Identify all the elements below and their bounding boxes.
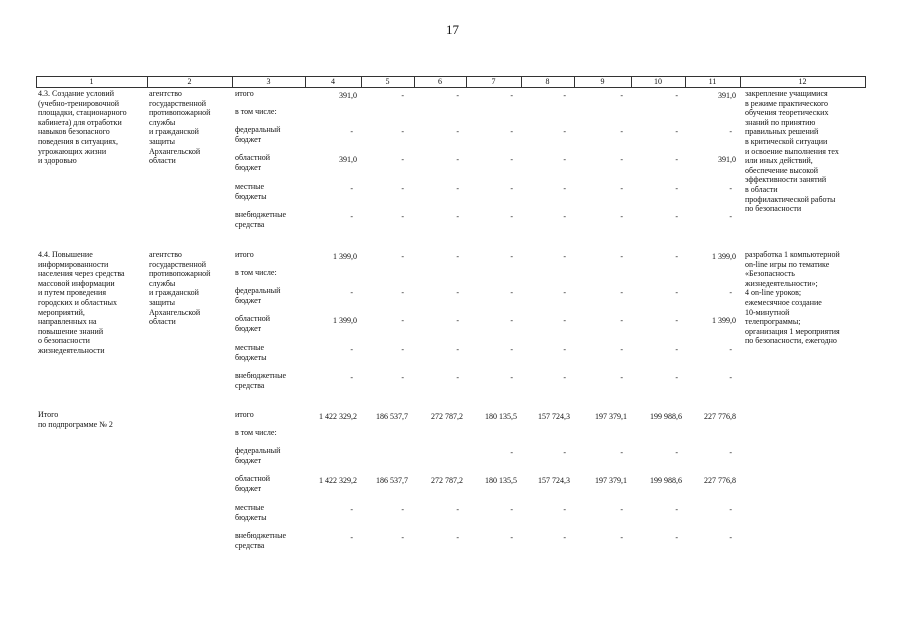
amount-cell: - — [401, 505, 404, 514]
amount-cell: - — [456, 212, 459, 221]
amount-cell: 197 379,1 — [595, 476, 627, 485]
amount-cell: - — [350, 212, 353, 221]
amount-cell: 1 399,0 — [333, 316, 357, 325]
amount-cell: - — [456, 184, 459, 193]
amount-cell: - — [456, 373, 459, 382]
funding-source-label: местные бюджеты — [235, 503, 267, 522]
funding-source-label: местные бюджеты — [235, 343, 267, 362]
amount-cell: - — [729, 373, 732, 382]
column-number: 5 — [385, 77, 390, 86]
amount-cell: - — [350, 345, 353, 354]
amount-cell: 1 422 329,2 — [319, 476, 357, 485]
amount-cell: - — [350, 505, 353, 514]
funding-source-label: итого — [235, 250, 254, 259]
amount-cell: - — [675, 448, 678, 457]
amount-cell: - — [510, 373, 513, 382]
amount-cell: - — [675, 91, 678, 100]
amount-cell: - — [350, 533, 353, 542]
funding-source-label: внебюджетные средства — [235, 371, 286, 390]
funding-source-label: в том числе: — [235, 268, 277, 277]
amount-cell: - — [620, 91, 623, 100]
amount-cell: - — [563, 252, 566, 261]
section-executor: агентство государственной противопожарной службы и гражданской защиты Архангельской области — [149, 250, 211, 327]
amount-cell: - — [729, 127, 732, 136]
amount-cell: - — [563, 91, 566, 100]
amount-cell: - — [563, 505, 566, 514]
section-name: 4.4. Повышение информированности населения через средства массовой информации и путем проведения городских и областных мероприятий, направленных на повышение знаний о безопасности жизнедеятельности — [38, 250, 125, 355]
amount-cell: - — [510, 505, 513, 514]
amount-cell: - — [729, 184, 732, 193]
amount-cell: - — [401, 91, 404, 100]
amount-cell: 1 399,0 — [333, 252, 357, 261]
amount-cell: - — [401, 373, 404, 382]
funding-source-label: итого — [235, 89, 254, 98]
amount-cell: - — [401, 127, 404, 136]
amount-cell: - — [401, 288, 404, 297]
funding-source-label: внебюджетные средства — [235, 531, 286, 550]
amount-cell: - — [401, 345, 404, 354]
amount-cell: - — [510, 345, 513, 354]
amount-cell: - — [510, 155, 513, 164]
amount-cell: - — [563, 316, 566, 325]
amount-cell: - — [675, 212, 678, 221]
amount-cell: - — [350, 373, 353, 382]
amount-cell: - — [456, 252, 459, 261]
amount-cell: 391,0 — [718, 91, 736, 100]
page-number: 17 — [446, 22, 459, 37]
amount-cell: - — [675, 345, 678, 354]
column-number: 2 — [187, 77, 192, 86]
amount-cell: 157 724,3 — [538, 476, 570, 485]
amount-cell: - — [350, 288, 353, 297]
column-number: 6 — [438, 77, 442, 86]
section-expected-result: разработка 1 компьютерной on-line игры по тематике «Безопасность жизнедеятельности»; 4 on-line уроков; ежемесячное создание 10-минутной телепрограммы; организация 1 мероприятия по безопасности, ежегодно — [745, 250, 840, 346]
amount-cell: - — [620, 533, 623, 542]
amount-cell: - — [675, 288, 678, 297]
funding-source-label: областной бюджет — [235, 474, 271, 493]
funding-source-label: областной бюджет — [235, 153, 271, 172]
amount-cell: - — [563, 212, 566, 221]
amount-cell: 272 787,2 — [431, 476, 463, 485]
column-number: 7 — [491, 77, 496, 86]
funding-source-label: областной бюджет — [235, 314, 271, 333]
amount-cell: - — [729, 533, 732, 542]
amount-cell: 186 537,7 — [376, 476, 408, 485]
funding-source-label: федеральный бюджет — [235, 286, 281, 305]
column-number: 8 — [545, 77, 550, 86]
amount-cell: - — [620, 252, 623, 261]
amount-cell: 199 988,6 — [650, 476, 682, 485]
column-number: 10 — [654, 77, 662, 86]
section-name: 4.3. Создание условий (учебно-тренировочной площадки, стационарного кабинета) для отработки навыков безопасного поведения в ситуациях, угрожающих жизни и здоровью — [38, 89, 127, 166]
column-number: 1 — [89, 77, 94, 86]
funding-source-label: федеральный бюджет — [235, 446, 281, 465]
amount-cell: - — [563, 373, 566, 382]
amount-cell: - — [563, 288, 566, 297]
amount-cell: 180 135,5 — [485, 412, 517, 421]
amount-cell: - — [510, 184, 513, 193]
amount-cell: 227 776,8 — [704, 476, 736, 485]
amount-cell: - — [620, 212, 623, 221]
amount-cell: - — [563, 127, 566, 136]
amount-cell: 391,0 — [718, 155, 736, 164]
funding-source-label: внебюджетные средства — [235, 210, 286, 229]
amount-cell: - — [456, 316, 459, 325]
column-number: 4 — [331, 77, 335, 86]
funding-source-label: в том числе: — [235, 428, 277, 437]
amount-cell: - — [620, 316, 623, 325]
amount-cell: 1 399,0 — [712, 316, 736, 325]
amount-cell: - — [620, 345, 623, 354]
amount-cell: - — [456, 127, 459, 136]
amount-cell: - — [563, 448, 566, 457]
section-expected-result: закрепление учащимися в режиме практического обучения теоретических знаний по принятию правильных решений в критической ситуации и освоение выполнения тех или иных действий, обеспечение высокой эффективности занятий в области профилактической работы по безопасности — [745, 89, 839, 214]
amount-cell: - — [401, 316, 404, 325]
amount-cell: - — [510, 91, 513, 100]
amount-cell: - — [563, 345, 566, 354]
amount-cell: - — [675, 505, 678, 514]
amount-cell: - — [563, 155, 566, 164]
amount-cell: - — [675, 184, 678, 193]
amount-cell: - — [675, 316, 678, 325]
amount-cell: - — [350, 127, 353, 136]
column-number: 3 — [266, 77, 271, 86]
column-number: 9 — [600, 77, 605, 86]
amount-cell: - — [675, 252, 678, 261]
amount-cell: 1 399,0 — [712, 252, 736, 261]
amount-cell: - — [675, 127, 678, 136]
amount-cell: - — [510, 127, 513, 136]
amount-cell: 391,0 — [339, 155, 357, 164]
amount-cell: 180 135,5 — [485, 476, 517, 485]
amount-cell: - — [563, 533, 566, 542]
amount-cell: - — [456, 91, 459, 100]
amount-cell: - — [510, 448, 513, 457]
amount-cell: 186 537,7 — [376, 412, 408, 421]
amount-cell: - — [350, 184, 353, 193]
amount-cell: - — [510, 252, 513, 261]
column-number: 12 — [798, 77, 807, 86]
column-divider — [865, 76, 866, 88]
funding-source-label: в том числе: — [235, 107, 277, 116]
section-executor: агентство государственной противопожарной службы и гражданской защиты Архангельской области — [149, 89, 211, 166]
funding-source-label: федеральный бюджет — [235, 125, 281, 144]
funding-source-label: итого — [235, 410, 254, 419]
amount-cell: - — [510, 316, 513, 325]
amount-cell: - — [401, 252, 404, 261]
amount-cell: - — [620, 127, 623, 136]
amount-cell: - — [620, 373, 623, 382]
amount-cell: - — [729, 345, 732, 354]
amount-cell: - — [729, 212, 732, 221]
amount-cell: - — [456, 533, 459, 542]
amount-cell: - — [510, 212, 513, 221]
amount-cell: - — [675, 155, 678, 164]
amount-cell: - — [729, 448, 732, 457]
amount-cell: - — [563, 184, 566, 193]
amount-cell: - — [620, 288, 623, 297]
amount-cell: - — [401, 533, 404, 542]
amount-cell: 199 988,6 — [650, 412, 682, 421]
amount-cell: - — [510, 533, 513, 542]
amount-cell: - — [675, 533, 678, 542]
amount-cell: 197 379,1 — [595, 412, 627, 421]
amount-cell: - — [620, 155, 623, 164]
column-number: 11 — [708, 77, 717, 86]
section-name: Итого по подпрограмме № 2 — [38, 410, 113, 429]
amount-cell: - — [620, 505, 623, 514]
amount-cell: 1 422 329,2 — [319, 412, 357, 421]
amount-cell: - — [675, 373, 678, 382]
amount-cell: - — [456, 505, 459, 514]
amount-cell: 272 787,2 — [431, 412, 463, 421]
amount-cell: - — [729, 505, 732, 514]
amount-cell: 157 724,3 — [538, 412, 570, 421]
amount-cell: - — [729, 288, 732, 297]
funding-source-label: местные бюджеты — [235, 182, 267, 201]
amount-cell: - — [401, 184, 404, 193]
amount-cell: - — [620, 184, 623, 193]
amount-cell: - — [620, 448, 623, 457]
amount-cell: - — [456, 345, 459, 354]
amount-cell: - — [510, 288, 513, 297]
amount-cell: 227 776,8 — [704, 412, 736, 421]
amount-cell: - — [456, 155, 459, 164]
amount-cell: - — [456, 288, 459, 297]
amount-cell: 391,0 — [339, 91, 357, 100]
amount-cell: - — [401, 212, 404, 221]
amount-cell: - — [401, 155, 404, 164]
